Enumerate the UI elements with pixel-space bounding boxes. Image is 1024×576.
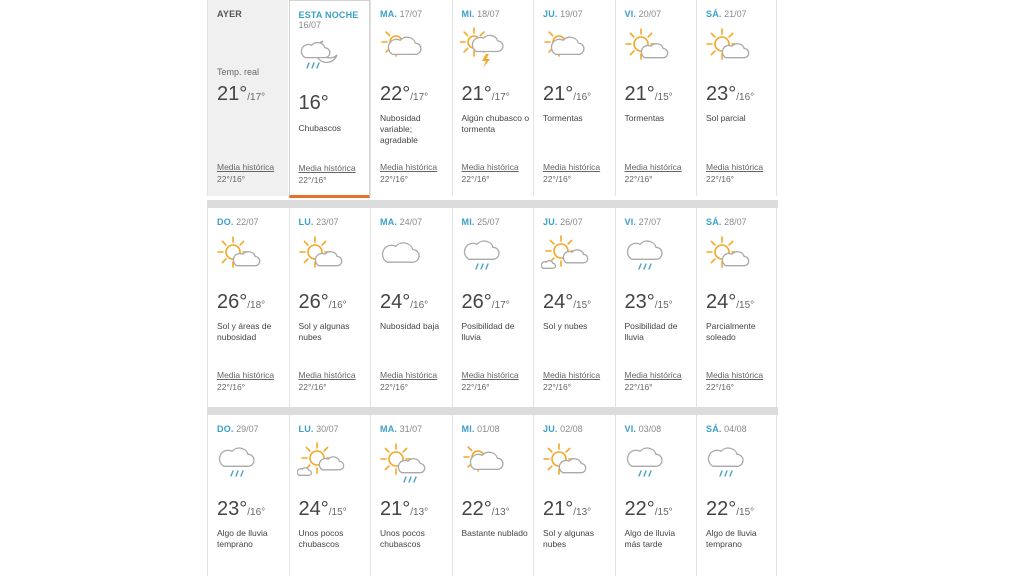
historical-average	[543, 369, 600, 393]
weather-description: Parcialmente soleado	[706, 321, 756, 342]
historical-average	[380, 161, 437, 185]
temp-low: /15°	[328, 507, 347, 518]
day-card[interactable]	[370, 208, 451, 407]
historical-average-link[interactable]: Media histórica	[461, 370, 519, 380]
temp-low: /15°	[654, 92, 673, 103]
historical-average-link[interactable]: Media histórica	[380, 162, 438, 172]
day-date: 22/07	[236, 217, 259, 227]
day-heading	[462, 424, 500, 434]
day-card[interactable]	[696, 415, 777, 576]
weather-description: Algo de lluvia temprano	[217, 528, 268, 549]
day-date: 16/07	[298, 20, 322, 30]
historical-average	[299, 369, 356, 393]
moon-cloud-rain-icon	[297, 27, 347, 71]
temp-high: 23°	[217, 498, 248, 520]
day-name: AYER	[217, 9, 242, 19]
day-date: 02/08	[560, 424, 583, 434]
historical-average	[462, 161, 519, 185]
weather-forecast-grid	[207, 0, 778, 576]
day-heading	[299, 10, 359, 20]
day-heading	[543, 424, 583, 434]
weather-description: Sol y algunas nubes	[543, 528, 595, 549]
day-date: 01/08	[477, 424, 500, 434]
day-name: MA.	[380, 424, 398, 434]
historical-average-value: 22°/16°	[380, 174, 409, 184]
historical-average	[625, 369, 682, 393]
day-date: 17/07	[399, 9, 423, 19]
historical-average	[706, 369, 763, 393]
day-heading	[299, 217, 339, 227]
cloud-rain-icon	[704, 441, 754, 485]
temp-low: /16°	[573, 92, 592, 103]
sun-cloud-icon	[297, 234, 347, 278]
temp-high: 26°	[217, 291, 248, 313]
historical-average-link[interactable]: Media histórica	[298, 163, 356, 173]
historical-average-link[interactable]: Media histórica	[461, 162, 519, 172]
day-card[interactable]	[289, 415, 370, 576]
historical-average-value: 22°/16°	[298, 382, 327, 392]
temp-high: 24°	[298, 498, 329, 520]
day-name: ESTA NOCHE	[298, 10, 359, 20]
day-name: MI.	[461, 217, 475, 227]
day-heading	[543, 217, 583, 227]
partly-cloudy-icon	[541, 26, 591, 70]
day-card[interactable]	[207, 0, 288, 196]
historical-average	[625, 161, 682, 185]
temp-high: 22°	[461, 498, 492, 520]
historical-average-link[interactable]: Media histórica	[543, 162, 601, 172]
temp-high: 21°	[217, 83, 248, 105]
day-name: MA.	[380, 217, 398, 227]
historical-average-link[interactable]: Media histórica	[706, 162, 764, 172]
forecast-row-week-2	[207, 208, 778, 407]
historical-average-value: 22°/16°	[461, 382, 490, 392]
day-card[interactable]	[207, 415, 288, 576]
cloud-icon	[378, 234, 428, 278]
historical-average-value: 22°/16°	[706, 174, 735, 184]
day-card[interactable]	[452, 0, 533, 196]
historical-average-link[interactable]: Media histórica	[706, 370, 764, 380]
historical-average-value: 22°/16°	[217, 382, 246, 392]
day-name: MI.	[461, 424, 475, 434]
temp-low: /16°	[410, 300, 429, 311]
weather-description: Unos pocos chubascos	[380, 528, 425, 549]
weather-description: Tormentas	[543, 113, 583, 123]
sun-cloud-rain-icon	[378, 441, 428, 485]
temp-low: /17°	[491, 300, 510, 311]
temperature	[706, 83, 754, 106]
day-heading	[625, 217, 662, 227]
day-heading	[299, 424, 339, 434]
day-name: JU.	[543, 217, 558, 227]
temperature	[217, 291, 265, 314]
day-name: VI.	[624, 217, 637, 227]
day-date: 04/08	[724, 424, 747, 434]
sun-cloud-icon	[623, 26, 673, 70]
day-date: 28/07	[724, 217, 747, 227]
historical-average-link[interactable]: Media histórica	[624, 370, 682, 380]
day-heading	[380, 9, 422, 19]
temp-high: 24°	[706, 291, 737, 313]
day-card[interactable]	[696, 0, 777, 196]
day-name: JU.	[543, 424, 558, 434]
temp-high: 21°	[543, 83, 574, 105]
historical-average-value: 22°/16°	[706, 382, 735, 392]
temp-high: 23°	[624, 291, 655, 313]
temperature	[217, 83, 265, 106]
temp-low: /18°	[247, 300, 266, 311]
temp-low: /17°	[247, 92, 266, 103]
day-heading	[380, 217, 422, 227]
day-card[interactable]	[452, 208, 533, 407]
day-date: 21/07	[724, 9, 747, 19]
temperature	[706, 291, 754, 314]
historical-average	[217, 161, 274, 185]
historical-average	[543, 161, 600, 185]
temperature	[380, 291, 428, 314]
day-name: MI.	[461, 9, 475, 19]
temp-low: /16°	[247, 507, 266, 518]
weather-description: Bastante nublado	[461, 528, 528, 538]
day-name: SÁ.	[706, 424, 722, 434]
historical-average	[217, 369, 274, 393]
weather-description: Sol y algunas nubes	[298, 321, 350, 342]
weather-description: Posibilidad de lluvia	[624, 321, 678, 342]
temp-high: 22°	[706, 498, 737, 520]
day-heading	[380, 424, 422, 434]
sun-cloud-icon	[215, 234, 265, 278]
temperature	[299, 498, 347, 521]
temperature	[217, 498, 265, 521]
day-card[interactable]	[207, 208, 288, 407]
temp-high: 26°	[298, 291, 329, 313]
forecast-row-week-3	[207, 415, 778, 576]
weather-description: Nubosidad baja	[380, 321, 440, 331]
row-divider	[207, 407, 778, 415]
sun-cloud-storm-icon	[460, 26, 510, 70]
day-card[interactable]	[533, 0, 614, 196]
day-card[interactable]	[615, 208, 696, 407]
historical-average-value: 22°/16°	[543, 382, 572, 392]
temp-low: /17°	[410, 92, 429, 103]
temp-high: 26°	[461, 291, 492, 313]
day-card[interactable]	[452, 415, 533, 576]
day-date: 19/07	[560, 9, 583, 19]
historical-average-value: 22°/16°	[217, 174, 246, 184]
day-name: VI.	[624, 9, 637, 19]
day-name: JU.	[543, 9, 558, 19]
day-card[interactable]	[289, 208, 370, 407]
sun-clouds-icon	[541, 234, 591, 278]
temp-high: 21°	[380, 498, 411, 520]
day-name: DO.	[217, 424, 234, 434]
temperature	[543, 83, 591, 106]
day-heading	[706, 9, 747, 19]
day-name: SÁ.	[706, 9, 722, 19]
temp-high: 22°	[380, 83, 411, 105]
temp-high: 24°	[380, 291, 411, 313]
weather-description: Sol y nubes	[543, 321, 588, 331]
day-heading	[706, 424, 747, 434]
historical-average	[299, 162, 356, 186]
historical-average-link[interactable]: Media histórica	[543, 370, 601, 380]
temperature	[299, 92, 329, 115]
cloud-rain-icon	[623, 234, 673, 278]
temperature	[625, 498, 673, 521]
temp-low: /15°	[654, 300, 673, 311]
weather-description: Sol y áreas de nubosidad	[217, 321, 272, 342]
day-date: 20/07	[638, 9, 662, 19]
cloud-rain-icon	[460, 234, 510, 278]
weather-description: Algo de lluvia temprano	[706, 528, 757, 549]
temp-low: /13°	[410, 507, 429, 518]
day-card[interactable]	[615, 0, 696, 196]
day-card[interactable]	[289, 0, 370, 198]
temp-low: /17°	[491, 92, 510, 103]
day-heading	[625, 424, 662, 434]
day-date: 18/07	[477, 9, 500, 19]
temperature	[625, 291, 673, 314]
day-heading	[462, 217, 500, 227]
historical-average-value: 22°/16°	[624, 174, 653, 184]
day-name: SÁ.	[706, 217, 722, 227]
weather-description: Posibilidad de lluvia	[461, 321, 515, 342]
temp-low: /16°	[736, 92, 755, 103]
day-heading	[217, 9, 242, 19]
day-name: LU.	[298, 424, 314, 434]
temp-high: 21°	[624, 83, 655, 105]
temperature	[380, 83, 428, 106]
weather-description: Nubosidad variable; agradable	[380, 113, 421, 145]
day-card[interactable]	[615, 415, 696, 576]
day-card[interactable]	[370, 415, 451, 576]
day-date: 30/07	[316, 424, 339, 434]
forecast-row-week-1	[207, 0, 778, 200]
historical-average-value: 22°/16°	[543, 174, 572, 184]
historical-average-link[interactable]: Media histórica	[217, 370, 275, 380]
day-heading	[217, 217, 259, 227]
day-date: 29/07	[236, 424, 259, 434]
temperature	[462, 83, 510, 106]
sun-clouds-icon	[297, 441, 347, 485]
temperature	[462, 291, 510, 314]
historical-average-link[interactable]: Media histórica	[298, 370, 356, 380]
temp-low: /15°	[736, 300, 755, 311]
historical-average	[706, 161, 763, 185]
day-heading	[543, 9, 583, 19]
cloud-rain-icon	[215, 441, 265, 485]
temperature	[625, 83, 673, 106]
weather-description: Unos pocos chubascos	[298, 528, 344, 549]
day-card[interactable]	[370, 0, 451, 196]
day-date: 24/07	[399, 217, 423, 227]
weather-description: Algo de lluvia más tarde	[624, 528, 676, 549]
day-date: 31/07	[399, 424, 423, 434]
historical-average-value: 22°/16°	[624, 382, 653, 392]
temperature	[706, 498, 754, 521]
sun-cloud-icon	[541, 441, 591, 485]
day-date: 23/07	[316, 217, 339, 227]
sun-cloud-icon	[704, 26, 754, 70]
day-name: LU.	[298, 217, 314, 227]
partly-cloudy-icon	[460, 441, 510, 485]
day-heading	[706, 217, 747, 227]
historical-average	[380, 369, 437, 393]
day-date: 25/07	[477, 217, 500, 227]
historical-average-link[interactable]: Media histórica	[217, 162, 275, 172]
temp-low: /15°	[736, 507, 755, 518]
day-date: 27/07	[638, 217, 662, 227]
day-heading	[625, 9, 662, 19]
weather-description: Chubascos	[298, 123, 342, 133]
day-date: 26/07	[560, 217, 583, 227]
row-divider	[207, 200, 778, 208]
temp-high: 23°	[706, 83, 737, 105]
weather-description: Tormentas	[624, 113, 665, 123]
temp-real-label: Temp. real	[217, 67, 260, 77]
temp-high: 22°	[624, 498, 655, 520]
temperature	[380, 498, 428, 521]
day-heading	[462, 9, 500, 19]
partly-cloudy-icon	[378, 26, 428, 70]
weather-description: Sol parcial	[706, 113, 746, 123]
temp-low: /13°	[573, 507, 592, 518]
day-heading	[217, 424, 259, 434]
day-card[interactable]	[696, 208, 777, 407]
day-date: 03/08	[638, 424, 662, 434]
cloud-rain-icon	[623, 441, 673, 485]
temp-high: 21°	[543, 498, 574, 520]
sun-cloud-icon	[704, 234, 754, 278]
day-card[interactable]	[533, 208, 614, 407]
historical-average	[462, 369, 519, 393]
historical-average-value: 22°/16°	[380, 382, 409, 392]
temp-high: 24°	[543, 291, 574, 313]
historical-average-value: 22°/16°	[461, 174, 490, 184]
day-name: VI.	[624, 424, 637, 434]
temperature	[299, 291, 347, 314]
temp-low: /16°	[328, 300, 347, 311]
temp-low: /13°	[491, 507, 510, 518]
temperature	[543, 498, 591, 521]
day-name: MA.	[380, 9, 398, 19]
temp-high: 16°	[298, 92, 329, 114]
temp-high: 21°	[461, 83, 492, 105]
temperature	[462, 498, 510, 521]
temp-low: /15°	[573, 300, 592, 311]
day-name: DO.	[217, 217, 234, 227]
temperature	[543, 291, 591, 314]
temp-low: /15°	[654, 507, 673, 518]
day-card[interactable]	[533, 415, 614, 576]
historical-average-link[interactable]: Media histórica	[624, 162, 682, 172]
historical-average-link[interactable]: Media histórica	[380, 370, 438, 380]
weather-description: Algún chubasco o tormenta	[461, 113, 530, 134]
historical-average-value: 22°/16°	[298, 175, 327, 185]
